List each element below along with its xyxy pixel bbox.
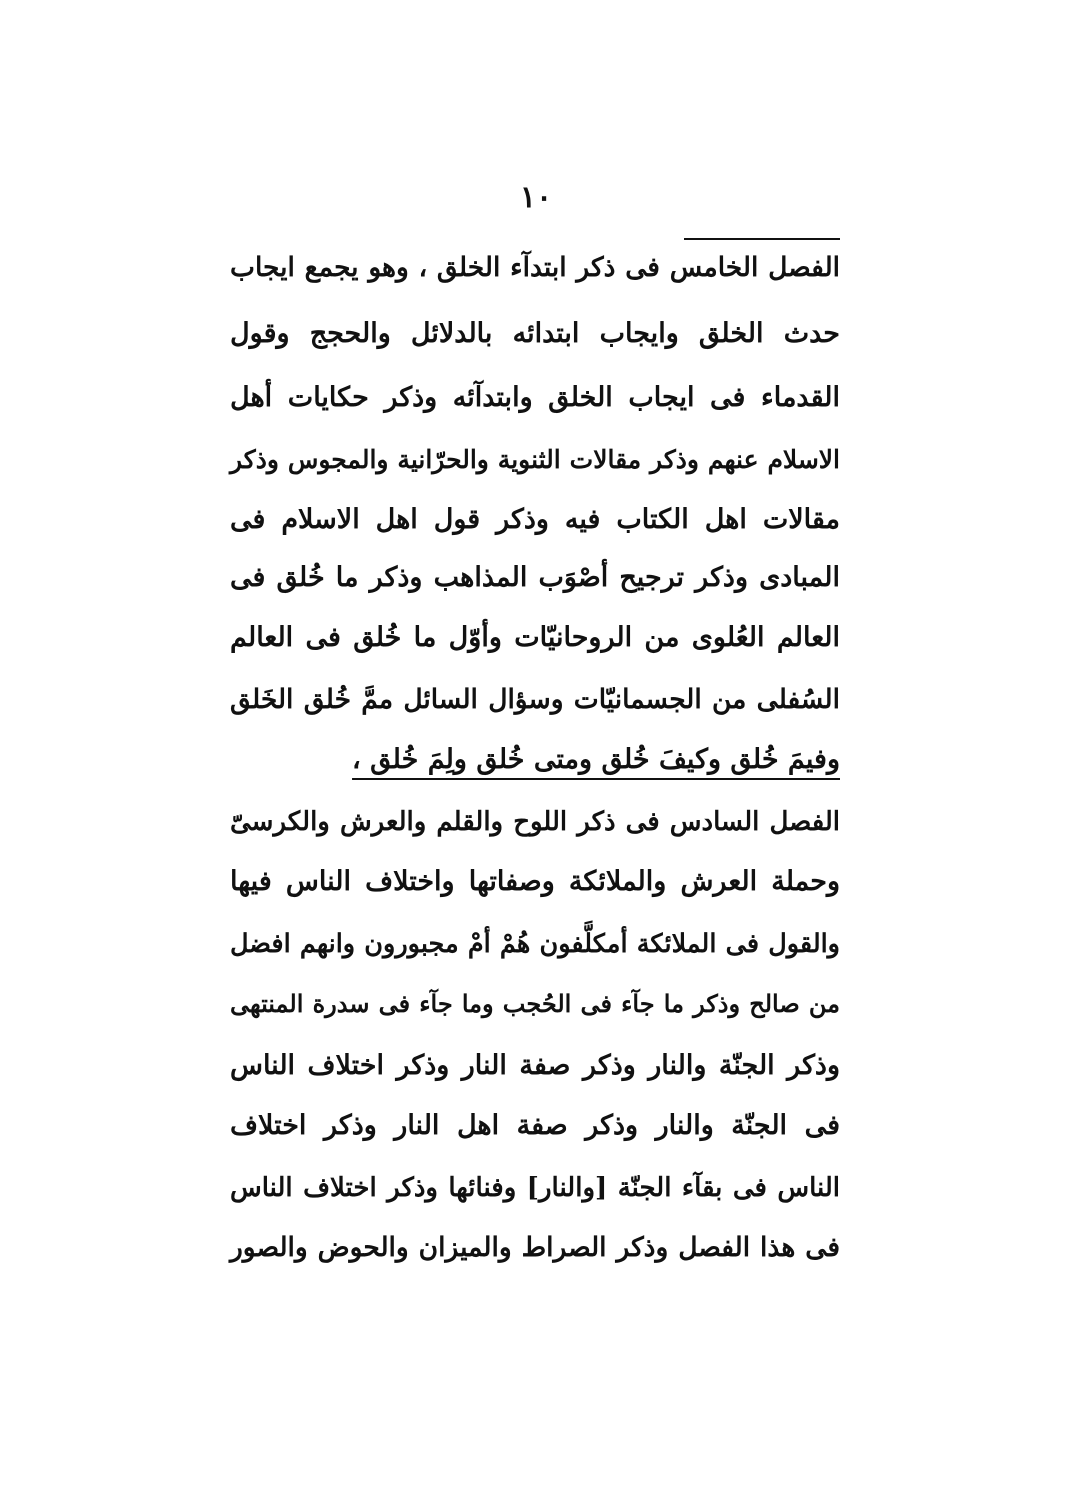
section5-line-3: القدماء فى ايجاب الخلق وابتدآئه وذكر حكايات أهل	[230, 382, 840, 413]
header-rule	[684, 238, 840, 240]
section5-line-5: مقالات اهل الكتاب فيه وذكر قول اهل الاسلام فى	[230, 504, 840, 535]
section6-line-5: وذكر الجنّة والنار وذكر صفة النار وذكر اختلاف الناس	[230, 1050, 840, 1081]
section5-line-8: السُفلى من الجسمانيّات وسؤال السائل ممَّ خُلق الخَلق	[230, 684, 840, 715]
section6-line-8: فى هذا الفصل وذكر الصراط والميزان والحوض والصور	[230, 1232, 840, 1263]
page-number: ١٠	[519, 180, 553, 215]
section5-line-2: حدث الخلق وايجاب ابتدائه بالدلائل والحجج وقول	[230, 318, 840, 349]
section5-line-7: العالم العُلوى من الروحانيّات وأوّل ما خُلق فى العالم	[230, 622, 840, 653]
section6-line-4: من صالح وذكر ما جآء فى الحُجب وما جآء فى سدرة المنتهى	[230, 989, 840, 1018]
section5-line-6: المبادى وذكر ترجيح أصْوَب المذاهب وذكر ما خُلق فى	[230, 562, 840, 593]
section5-line-9: وفيمَ خُلق وكيفَ خُلق ومتى خُلق ولِمَ خُلق ،	[352, 744, 840, 775]
section6-line-1: الفصل السادس فى ذكر اللوح والقلم والعرش والكرسىّ	[230, 807, 840, 837]
section6-line-7: الناس فى بقآء الجنّة [والنار] وفنائها وذكر اختلاف الناس	[230, 1173, 840, 1203]
section5-line-4: الاسلام عنهم وذكر مقالات الثنوية والحرّانية والمجوس وذكر	[230, 445, 840, 474]
section6-line-3: والقول فى الملائكة أمكلَّفون هُمْ أمْ مجبورون وانهم افضل	[230, 929, 840, 959]
section6-line-6: فى الجنّة والنار وذكر صفة اهل النار وذكر اختلاف	[230, 1110, 840, 1141]
section5-line-1: الفصل الخامس فى ذكر ابتدآء الخلق ، وهو يجمع ايجاب	[230, 252, 840, 283]
section6-line-2: وحملة العرش والملائكة وصفاتها واختلاف الناس فيها	[230, 866, 840, 897]
